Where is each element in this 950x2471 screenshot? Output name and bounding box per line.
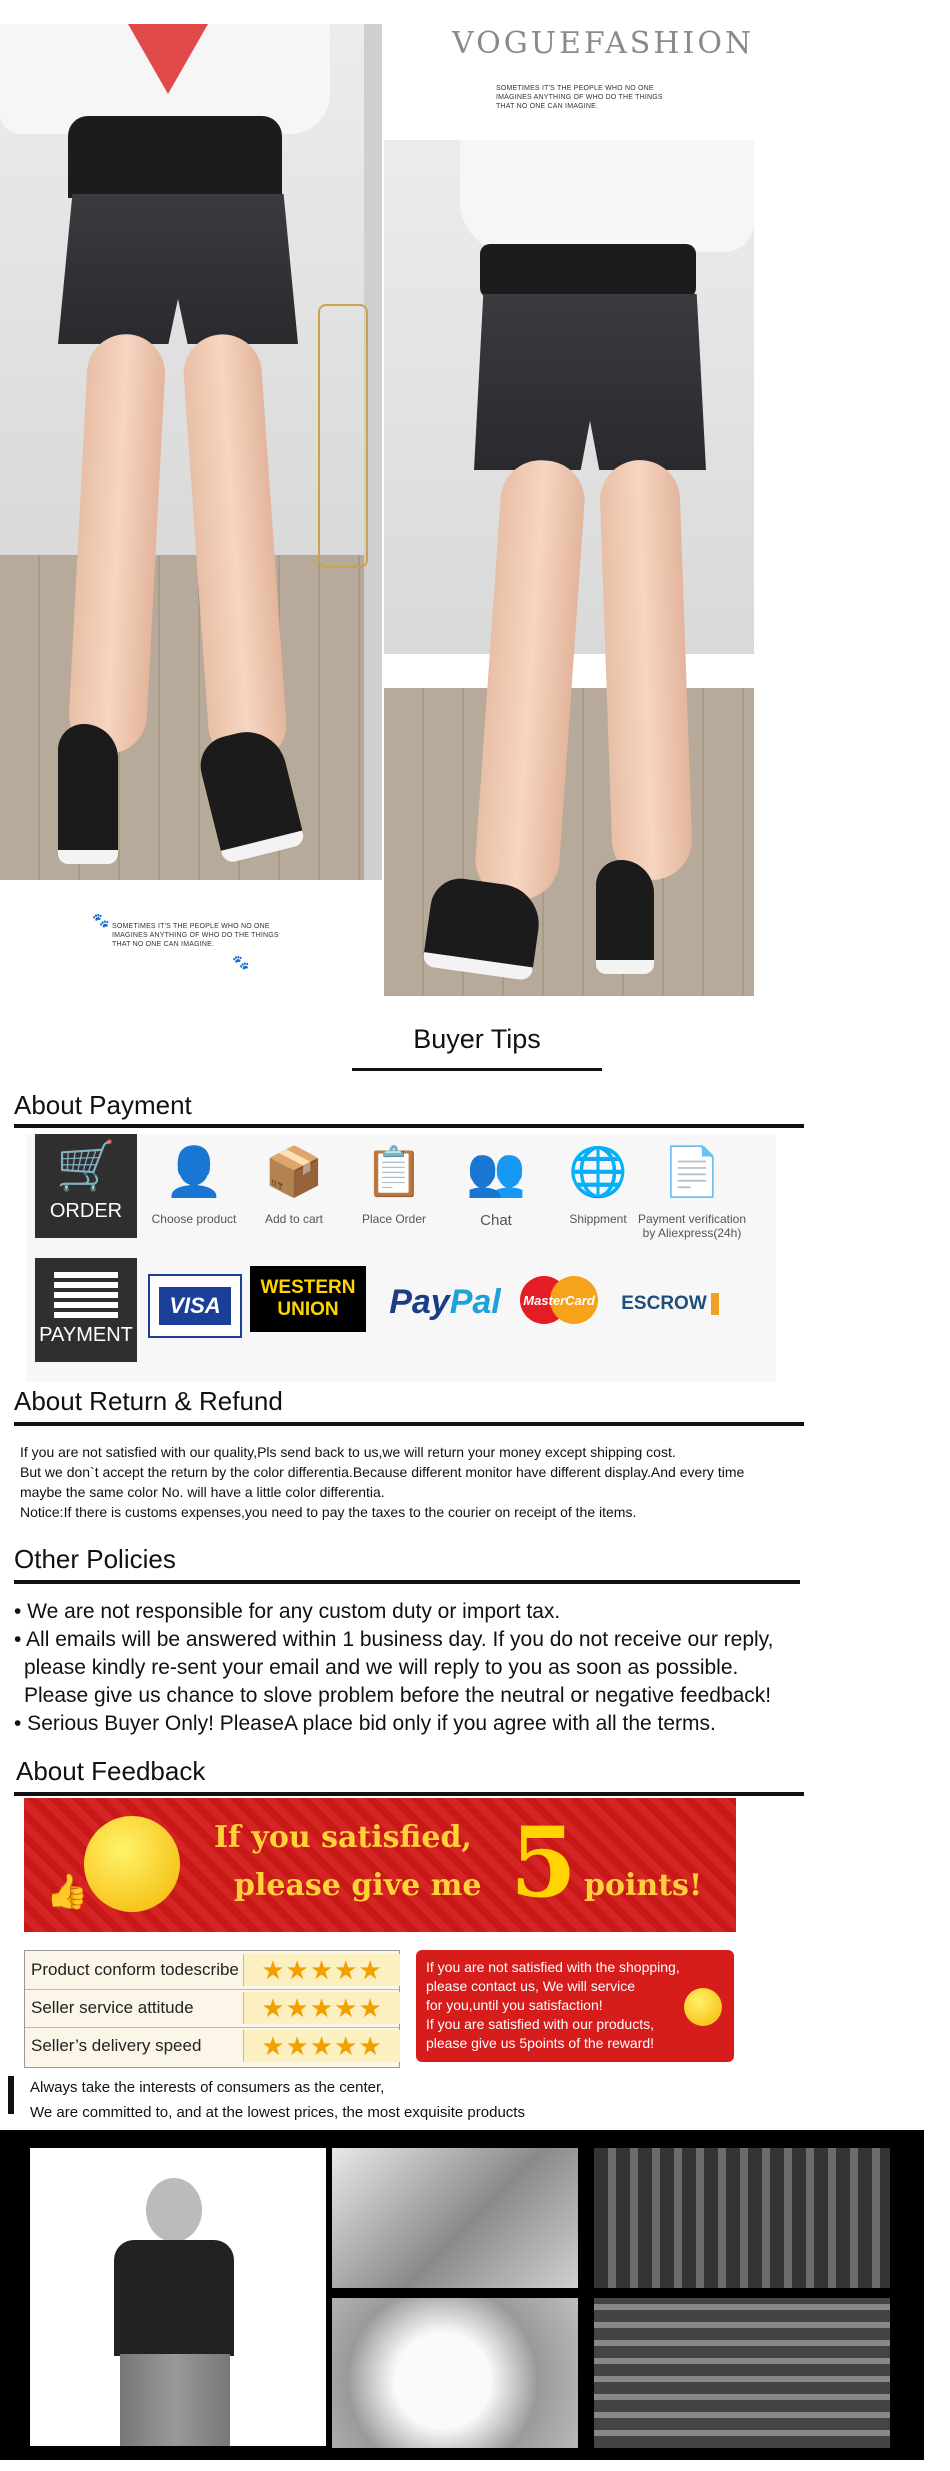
thumbs-up-icon: 👍 bbox=[46, 1873, 89, 1911]
feedback-rating-table bbox=[24, 1950, 400, 2068]
section-divider bbox=[14, 1422, 804, 1426]
step-shippment: 🌐 Shippment bbox=[550, 1136, 646, 1226]
step-add-to-cart: 📦 Add to cart bbox=[246, 1136, 342, 1226]
product-photo-back bbox=[384, 140, 754, 996]
refund-text: If you are not satisfied with our quality,Pls send back to us,we will return your money except shipping cost. But we don`t accept the return by the color differentia.Because different monitor have different display.And every time maybe the same color No. will have a little color differentia. Notice:If there is customs expenses,you need to pay the taxes to the courier on receipt of the items. bbox=[20, 1444, 745, 1520]
gallery-photo-fabric bbox=[332, 2298, 578, 2448]
commitment-bar bbox=[8, 2076, 14, 2114]
paypal-logo: Pay Pal bbox=[389, 1282, 501, 1321]
quote-left: SOMETIMES IT'S THE PEOPLE WHO NO ONE IMAGINES ANYTHING OF WHO DO THE THINGS THAT NO ONE CAN IMAGINE. bbox=[112, 923, 279, 948]
magnifier-person-icon: 👤 bbox=[164, 1145, 224, 1199]
commitment-text: Always take the interests of consumers as the center, We are committed to, and at the lowest prices, the most exquisite products bbox=[30, 2079, 525, 2121]
rating-row: Product conform todescribe ★★★★★ bbox=[25, 1951, 399, 1990]
order-block: 🛒 ORDER bbox=[35, 1134, 137, 1238]
rating-row: Seller’s delivery speed ★★★★★ bbox=[25, 2027, 399, 2065]
brand-logo: VOGUEFASHION bbox=[452, 26, 755, 61]
section-divider bbox=[14, 1124, 804, 1128]
other-policies-title: Other Policies bbox=[14, 1544, 176, 1574]
globe-plane-icon: 🌐 bbox=[568, 1145, 628, 1199]
step-place-order: 📋 Place Order bbox=[346, 1136, 442, 1226]
gallery-photo-office bbox=[594, 2298, 890, 2448]
western-union-logo: WESTERN UNION bbox=[250, 1266, 366, 1332]
visa-logo: VISA bbox=[148, 1274, 242, 1338]
paw-icon: 🐾 bbox=[232, 954, 250, 970]
buyer-tips-title: Buyer Tips bbox=[413, 1024, 541, 1054]
star-rating-icon: ★★★★★ bbox=[243, 1992, 400, 2024]
quote-right: SOMETIMES IT'S THE PEOPLE WHO NO ONE IMAGINES ANYTHING OF WHO DO THE THINGS THAT NO ONE CAN IMAGINE. bbox=[496, 85, 663, 110]
step-payment-verification: 📄 Payment verification by Aliexpress(24h) bbox=[632, 1136, 752, 1240]
chat-people-icon: 👥 bbox=[466, 1145, 526, 1199]
hand-truck-icon: 📦 bbox=[264, 1145, 324, 1199]
return-refund-title: About Return & Refund bbox=[14, 1386, 283, 1416]
payment-block: PAYMENT bbox=[35, 1258, 137, 1362]
star-rating-icon: ★★★★★ bbox=[243, 1954, 400, 1986]
rating-row: Seller service attitude ★★★★★ bbox=[25, 1989, 399, 2028]
mastercard-logo: MasterCard bbox=[518, 1272, 600, 1328]
gallery-photo-sewing bbox=[332, 2148, 578, 2288]
step-choose-product: 👤 Choose product bbox=[146, 1136, 242, 1226]
policies-text: • We are not responsible for any custom duty or import tax. • All emails will be answered within 1 business day. If you do not receive our reply, please kindly re-sent your email and we will reply to you as soon as possible. Please give us chance to slove problem before the neutral or negative feedback! • Serious Buyer Only! PleaseA place bid only if you agree with all the terms. bbox=[14, 1600, 774, 1735]
about-payment-title: About Payment bbox=[14, 1090, 192, 1120]
gallery-photo-factory bbox=[594, 2148, 890, 2288]
about-feedback-title: About Feedback bbox=[16, 1756, 206, 1786]
feedback-note: If you are not satisfied with the shopping, please contact us, We will service for you,until you satisfaction! If you are satisfied with our products, please give us 5points of the reward! bbox=[416, 1950, 734, 2062]
buyer-tips-underline bbox=[352, 1068, 602, 1071]
smiley-thumbs-up-icon bbox=[84, 1816, 180, 1912]
company-gallery bbox=[0, 2130, 924, 2460]
star-rating-icon: ★★★★★ bbox=[243, 2030, 400, 2062]
shopping-cart-icon: 🛒 bbox=[56, 1140, 116, 1193]
feedback-banner: 👍 If you satisfied, please give me 5 points! bbox=[24, 1798, 736, 1932]
escrow-logo: ESCROW bbox=[612, 1284, 728, 1324]
gallery-photo-designer bbox=[30, 2148, 326, 2446]
section-divider bbox=[14, 1580, 800, 1584]
paw-icon: 🐾 bbox=[92, 912, 110, 928]
smiley-icon bbox=[684, 1988, 722, 2026]
document-icon: 📄 bbox=[662, 1145, 722, 1199]
clipboard-icon: 📋 bbox=[364, 1145, 424, 1199]
product-photo-front bbox=[0, 24, 382, 880]
section-divider bbox=[14, 1792, 804, 1796]
step-chat: 👥 Chat bbox=[448, 1136, 544, 1229]
payment-stack-icon bbox=[54, 1272, 118, 1318]
